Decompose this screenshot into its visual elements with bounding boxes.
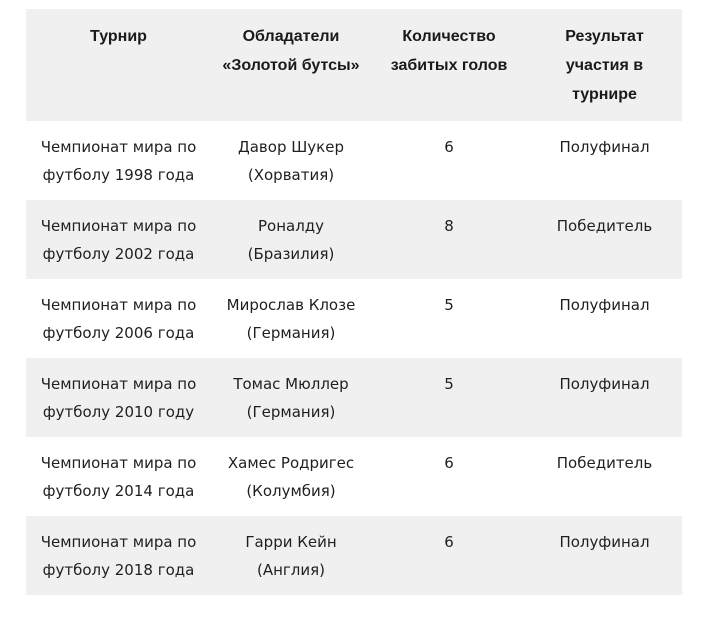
cell-winner: Гарри Кейн (Англия) <box>211 516 371 595</box>
table-row <box>26 437 682 516</box>
cell-result: Победитель <box>527 200 682 279</box>
cell-result: Полуфинал <box>527 358 682 437</box>
header-winners-label: Обладатели «Золотой бутсы» <box>222 28 360 74</box>
cell-tournament: Чемпионат мира по футболу 2006 года <box>40 296 197 342</box>
cell-goals: 6 <box>444 138 454 156</box>
cell-winner: Роналду (Бразилия) <box>211 200 371 279</box>
cell-goals: 6 <box>371 516 527 595</box>
header-goals-label: Количество забитых голов <box>390 28 508 74</box>
header-winners <box>211 9 371 121</box>
header-result-label: Результат участия в турнире <box>565 28 644 103</box>
cell-tournament: Чемпионат мира по футболу 2010 году <box>26 358 211 437</box>
cell-goals: 6 <box>444 454 454 472</box>
cell-result: Победитель <box>556 454 653 472</box>
cell-result: Полуфинал <box>527 516 682 595</box>
golden-boot-table <box>26 9 682 595</box>
cell-tournament: Чемпионат мира по футболу 2002 года <box>26 200 211 279</box>
cell-winner: Мирослав Клозе (Германия) <box>226 296 356 342</box>
cell-tournament: Чемпионат мира по футболу 2018 года <box>26 516 211 595</box>
cell-tournament: Чемпионат мира по футболу 2014 года <box>40 454 197 500</box>
cell-result: Полуфинал <box>559 138 650 156</box>
cell-winner: Давор Шукер (Хорватия) <box>238 138 344 184</box>
table-row <box>26 516 682 595</box>
header-tournament-label: Турнир <box>90 28 147 45</box>
table-row <box>26 121 682 200</box>
header-goals <box>371 9 527 121</box>
cell-winner: Томас Мюллер (Германия) <box>211 358 371 437</box>
table-row <box>26 358 682 437</box>
header-result <box>527 9 682 121</box>
header-tournament <box>26 9 211 121</box>
cell-winner: Хамес Родригес (Колумбия) <box>227 454 355 500</box>
table-row <box>26 279 682 358</box>
cell-goals: 5 <box>444 296 454 314</box>
table-body <box>26 121 682 595</box>
header-row <box>26 9 682 121</box>
cell-goals: 5 <box>371 358 527 437</box>
cell-goals: 8 <box>371 200 527 279</box>
cell-result: Полуфинал <box>559 296 650 314</box>
table-header <box>26 9 682 121</box>
table-row <box>26 200 682 279</box>
cell-tournament: Чемпионат мира по футболу 1998 года <box>40 138 197 184</box>
